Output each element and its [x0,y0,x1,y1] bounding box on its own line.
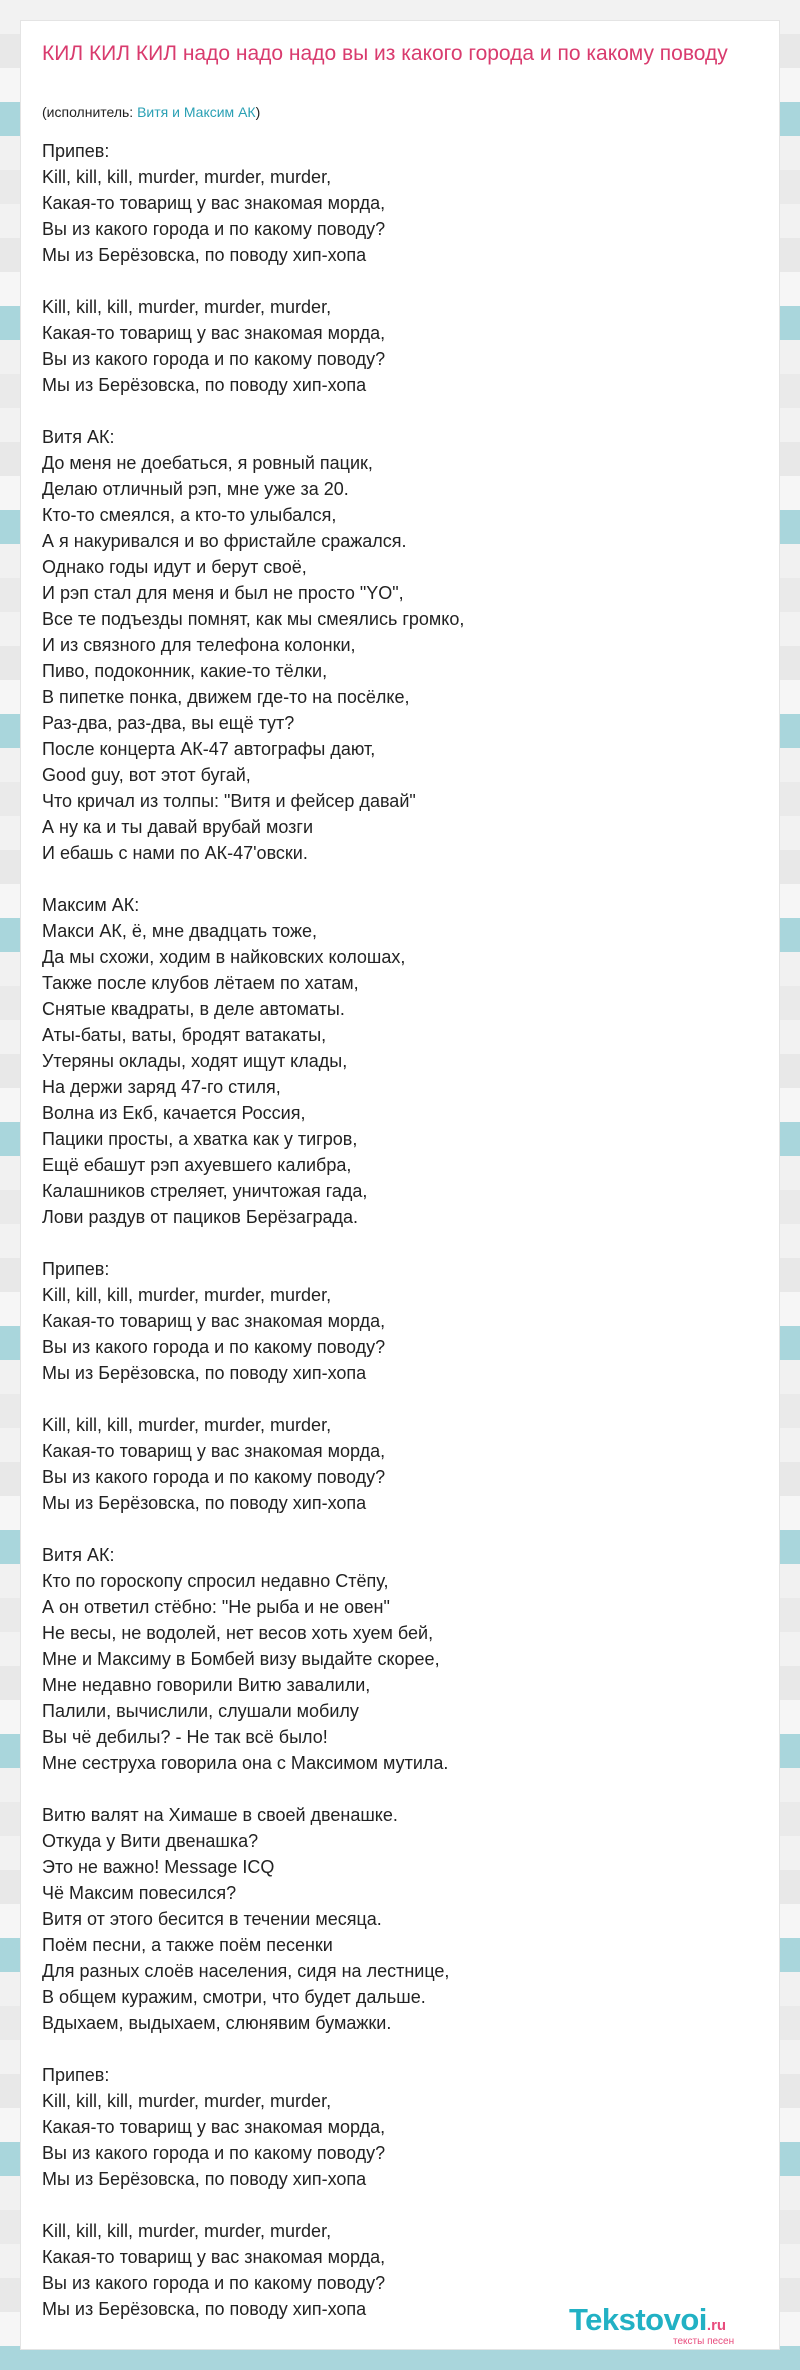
lyrics-line: Чё Максим повесился? [42,1883,237,1903]
lyrics-blank-line [42,1230,742,1256]
lyrics-line: Припев: [42,141,110,161]
lyrics-line: Вы из какого города и по какому поводу? [42,219,386,239]
lyrics-line: И из связного для телефона колонки, [42,635,356,655]
lyrics-line: А я накуривался и во фристайле сражался. [42,531,407,551]
lyrics-line: Раз-два, раз-два, вы ещё тут? [42,713,295,733]
lyrics-line: Kill, kill, kill, murder, murder, murder, [42,2091,332,2111]
lyrics-line: Вы из какого города и по какому поводу? [42,1467,386,1487]
lyrics-line: Витя от этого бесится в течении месяца. [42,1909,382,1929]
logo-tagline: тексты песен [673,2336,735,2347]
lyrics-line: Однако годы идут и берут своё, [42,557,307,577]
lyrics-line: Также после клубов лётаем по хатам, [42,973,359,993]
lyrics-line: На держи заряд 47-го стиля, [42,1077,281,1097]
lyrics-line: В пипетке понка, движем где-то на посёлке, [42,687,410,707]
lyrics-line: Kill, kill, kill, murder, murder, murder, [42,167,332,187]
site-logo[interactable] [569,2302,769,2348]
lyrics-blank-line [42,2036,742,2062]
lyrics-line: До меня не доебаться, я ровный пацик, [42,453,373,473]
performer-suffix: ) [255,104,261,120]
lyrics-line: Максим АК: [42,895,140,915]
lyrics-line: Поём песни, а также поём песенки [42,1935,333,1955]
logo-name: Tekstovoi [569,2302,707,2337]
lyrics-line: Вы из какого города и по какому поводу? [42,2273,386,2293]
lyrics-line: Вы из какого города и по какому поводу? [42,1337,386,1357]
lyrics-line: Какая-то товарищ у вас знакомая морда, [42,193,386,213]
lyrics-line: Припев: [42,1259,110,1279]
lyrics-line: Витя АК: [42,427,115,447]
lyrics-line: Какая-то товарищ у вас знакомая морда, [42,1311,386,1331]
lyrics-line: Витя АК: [42,1545,115,1565]
lyrics-line: Снятые квадраты, в деле автоматы. [42,999,345,1019]
lyrics-line: Вы из какого города и по какому поводу? [42,349,386,369]
lyrics-line: Kill, kill, kill, murder, murder, murder, [42,1285,332,1305]
lyrics-line: Аты-баты, ваты, бродят ватакаты, [42,1025,327,1045]
lyrics-line: Good guy, вот этот бугай, [42,765,251,785]
lyrics-line: Какая-то товарищ у вас знакомая морда, [42,1441,386,1461]
lyrics-line: Что кричал из толпы: "Витя и фейсер давай" [42,791,416,811]
lyrics-line: Палили, вычислили, слушали мобилу [42,1701,359,1721]
lyrics-line: Пацики просты, а хватка как у тигров, [42,1129,358,1149]
lyrics-blank-line [42,1516,742,1542]
lyrics-line: Это не важно! Message ICQ [42,1857,275,1877]
lyrics-line: Какая-то товарищ у вас знакомая морда, [42,2247,386,2267]
lyrics-line: Утеряны оклады, ходят ищут клады, [42,1051,348,1071]
lyrics-line: И ебашь с нами по АК-47'овски. [42,843,308,863]
lyrics-line: Kill, kill, kill, murder, murder, murder, [42,297,332,317]
lyrics-line: Kill, kill, kill, murder, murder, murder, [42,1415,332,1435]
lyrics-blank-line [42,1776,742,1802]
lyrics-line: Для разных слоёв населения, сидя на лестнице, [42,1961,450,1981]
lyrics-blank-line [42,2192,742,2218]
lyrics-line: Какая-то товарищ у вас знакомая морда, [42,323,386,343]
lyrics-line: И рэп стал для меня и был не просто "YO", [42,583,404,603]
lyrics-blank-line [42,398,742,424]
lyrics-line: Мы из Берёзовска, по поводу хип-хопа [42,245,367,265]
lyrics-blank-line [42,268,742,294]
lyrics-line: Мы из Берёзовска, по поводу хип-хопа [42,2299,367,2319]
performer-line [42,103,260,121]
lyrics-line: Мы из Берёзовска, по поводу хип-хопа [42,1363,367,1383]
lyrics-line: В общем куражим, смотри, что будет дальше. [42,1987,426,2007]
lyrics-body [42,138,742,2322]
performer-prefix: (исполнитель: [42,104,138,120]
lyrics-blank-line [42,866,742,892]
logo-tld: .ru [706,2317,727,2334]
lyrics-line: Мы из Берёзовска, по поводу хип-хопа [42,2169,367,2189]
lyrics-line: После концерта АК-47 автографы дают, [42,739,376,759]
lyrics-line: Откуда у Вити двенашка? [42,1831,259,1851]
lyrics-line: Мне сеструха говорила она с Максимом мутила. [42,1753,449,1773]
lyrics-line: Делаю отличный рэп, мне уже за 20. [42,479,349,499]
lyrics-line: Кто-то смеялся, а кто-то улыбался, [42,505,337,525]
lyrics-line: Kill, kill, kill, murder, murder, murder, [42,2221,332,2241]
lyrics-line: Волна из Екб, качается Россия, [42,1103,306,1123]
lyrics-line: Все те подъезды помнят, как мы смеялись громко, [42,609,465,629]
lyrics-line: Вы чё дебилы? - Не так всё было! [42,1727,328,1747]
lyrics-line: Калашников стреляет, уничтожая гада, [42,1181,368,1201]
lyrics-line: Пиво, подоконник, какие-то тёлки, [42,661,328,681]
lyrics-line: Припев: [42,2065,110,2085]
lyrics-line: Мне недавно говорили Витю завалили, [42,1675,371,1695]
lyrics-line: Да мы схожи, ходим в найковских колошах, [42,947,406,967]
lyrics-line: Мне и Максиму в Бомбей визу выдайте скорее, [42,1649,440,1669]
lyrics-line: А ну ка и ты давай врубай мозги [42,817,314,837]
lyrics-line: Не весы, не водолей, нет весов хоть хуем бей, [42,1623,434,1643]
lyrics-blank-line [42,1386,742,1412]
lyrics-line: Какая-то товарищ у вас знакомая морда, [42,2117,386,2137]
song-title: КИЛ КИЛ КИЛ надо надо надо вы из какого города и по какому поводу [42,42,728,65]
lyrics-line: Вы из какого города и по какому поводу? [42,2143,386,2163]
lyrics-line: Макси АК, ё, мне двадцать тоже, [42,921,318,941]
artist-link[interactable]: Витя и Максим АК [137,104,256,120]
lyrics-line: Мы из Берёзовска, по поводу хип-хопа [42,1493,367,1513]
lyrics-line: Витю валят на Химаше в своей двенашке. [42,1805,398,1825]
lyrics-line: Лови раздув от пациков Берёзаграда. [42,1207,359,1227]
lyrics-line: Мы из Берёзовска, по поводу хип-хопа [42,375,367,395]
lyrics-line: Кто по гороскопу спросил недавно Стёпу, [42,1571,389,1591]
lyrics-line: А он ответил стёбно: "Не рыба и не овен" [42,1597,390,1617]
lyrics-line: Ещё ебашут рэп ахуевшего калибра, [42,1155,352,1175]
lyrics-line: Вдыхаем, выдыхаем, слюнявим бумажки. [42,2013,392,2033]
